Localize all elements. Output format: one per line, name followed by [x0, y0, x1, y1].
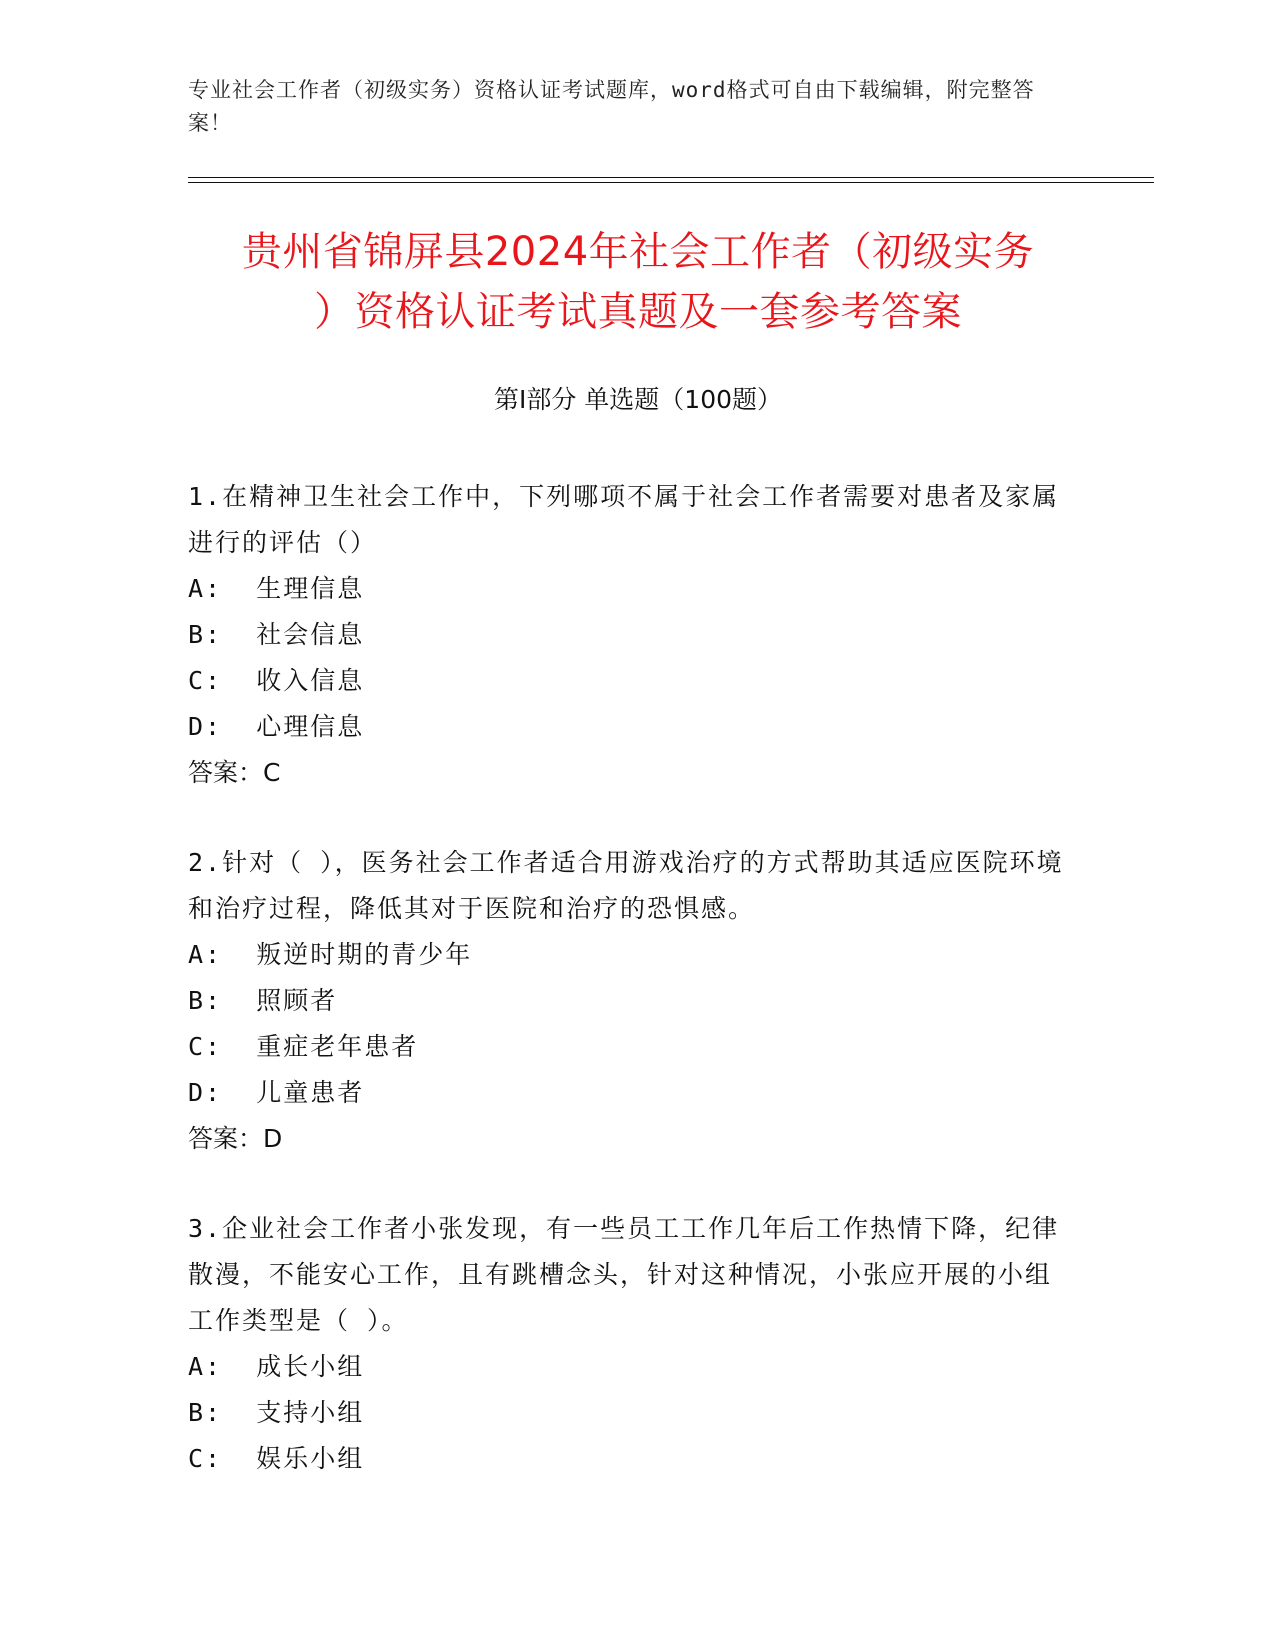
option-b: B: 社会信息 — [188, 620, 365, 649]
option-c: C: 娱乐小组 — [188, 1444, 365, 1473]
question-stem: 1.在精神卫生社会工作中，下列哪项不属于社会工作者需要对患者及家属进行的评估（） — [188, 482, 1060, 557]
option-b: B: 照顾者 — [188, 986, 338, 1015]
option-d: D: 儿童患者 — [188, 1078, 365, 1107]
document-title-line-2: ）资格认证考试真题及一套参考答案 — [314, 289, 962, 335]
answer-line: 答案：D — [188, 1124, 283, 1153]
header-divider-bottom — [188, 182, 1154, 183]
question-stem: 2.针对（ ），医务社会工作者适合用游戏治疗的方式帮助其适应医院环境和治疗过程，降低其对于医院和治疗的恐惧感。 — [188, 848, 1064, 923]
question-2 — [188, 840, 1078, 1162]
answer-line: 答案：C — [188, 758, 281, 787]
option-a: A: 生理信息 — [188, 574, 365, 603]
option-a: A: 成长小组 — [188, 1352, 365, 1381]
document-title-line-1: 贵州省锦屏县2024年社会工作者（初级实务 — [241, 229, 1035, 275]
header-note: 专业社会工作者（初级实务）资格认证考试题库，word格式可自由下载编辑，附完整答案！ — [188, 78, 1035, 135]
question-list — [188, 474, 1078, 1482]
document-title — [188, 222, 1088, 342]
option-c: C: 收入信息 — [188, 666, 365, 695]
header-divider-top — [188, 177, 1154, 178]
option-d: D: 心理信息 — [188, 712, 365, 741]
option-c: C: 重症老年患者 — [188, 1032, 419, 1061]
question-stem: 3.企业社会工作者小张发现，有一些员工工作几年后工作热情下降，纪律散漫，不能安心工作，且有跳槽念头，针对这种情况，小张应开展的小组工作类型是（ ）。 — [188, 1214, 1060, 1335]
question-1 — [188, 474, 1078, 796]
option-a: A: 叛逆时期的青少年 — [188, 940, 473, 969]
option-b: B: 支持小组 — [188, 1398, 365, 1427]
section-title: 第Ⅰ部分 单选题（100题） — [493, 385, 783, 414]
question-3 — [188, 1206, 1078, 1482]
